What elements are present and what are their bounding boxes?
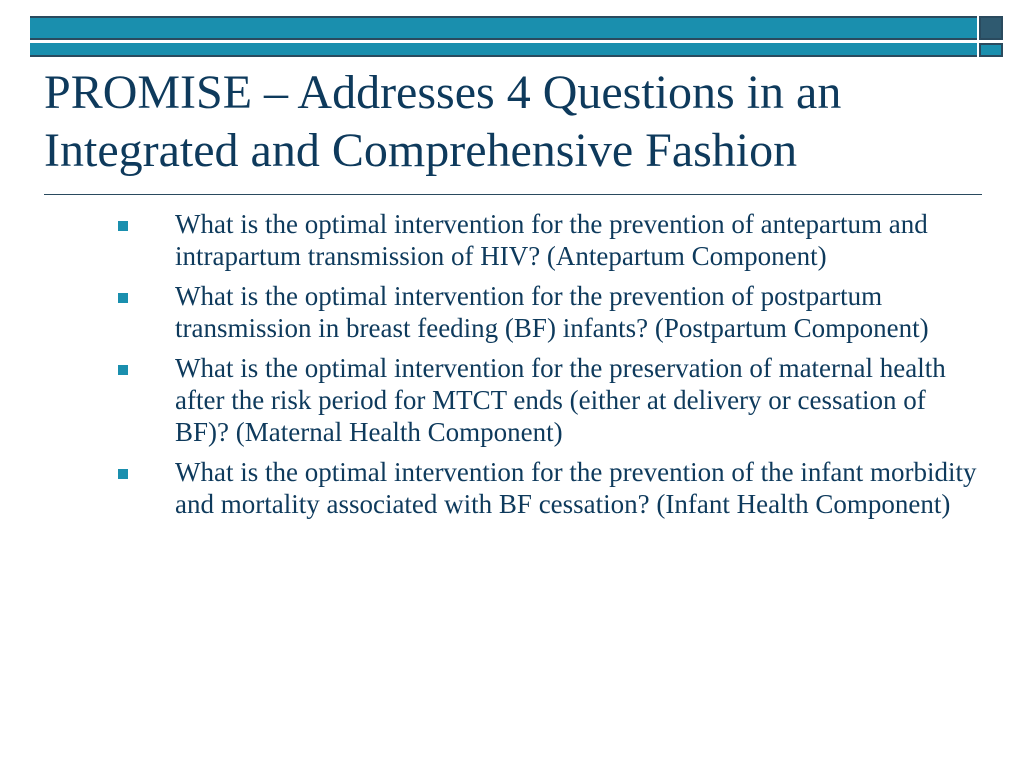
bullet-text: What is the optimal intervention for the prevention of postpartum transmission in breast feeding (BF) infants? (Postpartum Component) bbox=[175, 281, 929, 343]
corner-square-dark bbox=[979, 16, 1003, 40]
bullet-item-antepartum bbox=[118, 208, 978, 272]
bullet-text: What is the optimal intervention for the prevention of antepartum and intrapartum transmission of HIV? (Antepartum Component) bbox=[175, 209, 928, 271]
square-bullet-icon bbox=[118, 365, 128, 375]
bullet-item-maternal-health bbox=[118, 352, 978, 448]
square-bullet-icon bbox=[118, 469, 128, 479]
corner-square-light bbox=[979, 43, 1003, 57]
bullet-item-infant-health bbox=[118, 456, 978, 520]
square-bullet-icon bbox=[118, 221, 128, 231]
bullet-item-postpartum bbox=[118, 280, 978, 344]
square-bullet-icon bbox=[118, 293, 128, 303]
title-divider bbox=[44, 194, 982, 195]
header-band bbox=[30, 16, 977, 40]
bullet-text: What is the optimal intervention for the preservation of maternal health after the risk period for MTCT ends (either at delivery or cessation of BF)? (Maternal Health Component) bbox=[175, 353, 946, 447]
header-band-lower bbox=[30, 43, 977, 57]
slide-title: PROMISE – Addresses 4 Questions in an Integrated and Comprehensive Fashion bbox=[44, 66, 842, 177]
bullet-list bbox=[118, 208, 978, 528]
bullet-text: What is the optimal intervention for the prevention of the infant morbidity and mortality associated with BF cessation? (Infant Health Component) bbox=[175, 457, 977, 519]
